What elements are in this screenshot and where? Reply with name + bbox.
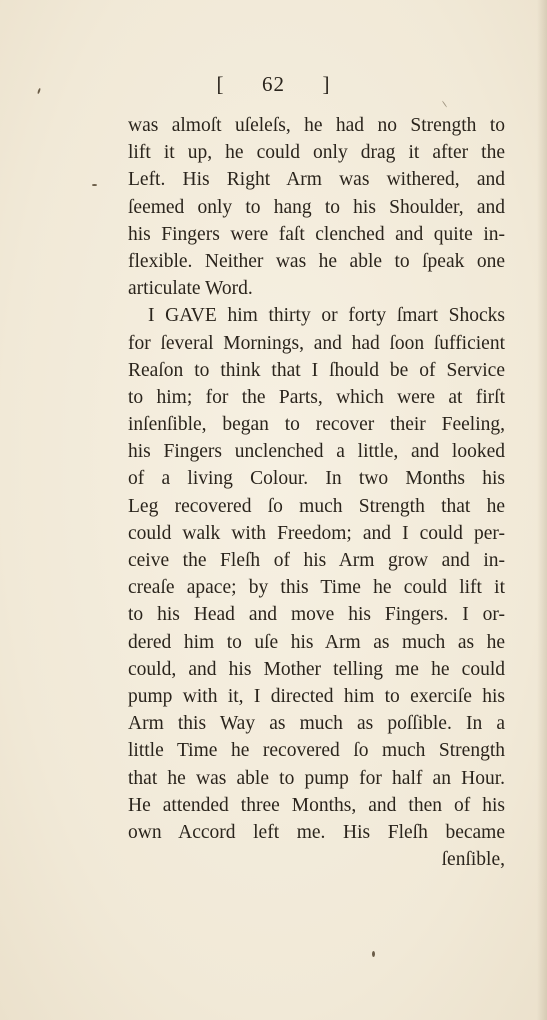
text-line: that he was able to pump for half an Hour.: [128, 767, 505, 789]
text-line: own Accord left me. His Fleſh became: [128, 821, 505, 843]
text-line: lift it up, he could only drag it after the: [128, 142, 505, 164]
ink-speck: [372, 951, 375, 957]
text-line: Leg recovered ſo much Strength that he: [128, 495, 505, 517]
text-line: pump with it, I directed him to exerciſe his: [128, 685, 505, 707]
text-line: for ſeveral Mornings, and had ſoon ſufficient: [128, 332, 505, 354]
page-number: 62: [262, 72, 285, 96]
text-line: his Fingers unclenched a little, and looked: [128, 441, 505, 463]
bracket-close: ]: [322, 72, 331, 96]
text-line: articulate Word.: [128, 278, 253, 300]
text-line: to him; for the Parts, which were at firſt: [128, 386, 505, 408]
text-line: Left. His Right Arm was withered, and: [128, 169, 505, 191]
text-line: He attended three Months, and then of his: [128, 794, 505, 816]
page-edge-shadow: [537, 0, 547, 1020]
text-line: of a living Colour. In two Months his: [128, 468, 505, 490]
text-line: his Fingers were faſt clenched and quite in-: [128, 223, 505, 245]
text-line: ceive the Fleſh of his Arm grow and in-: [128, 550, 505, 571]
text-line: inſenſible, began to recover their Feeling,: [128, 414, 505, 436]
text-line: could, and his Mother telling me he could: [128, 658, 505, 680]
text-line: to his Head and move his Fingers. I or-: [128, 604, 505, 626]
text-line: could walk with Freedom; and I could per-: [128, 522, 505, 544]
text-line: Arm this Way as much as poſſible. In a: [128, 713, 505, 735]
text-line: Reaſon to think that I ſhould be of Service: [128, 359, 505, 381]
text-line: ſeemed only to hang to his Shoulder, and: [128, 196, 505, 218]
text-line: little Time he recovered ſo much Strength: [128, 740, 505, 762]
text-line: creaſe apace; by this Time he could lift it: [128, 577, 505, 599]
text-line: was almoſt uſeleſs, he had no Strength to: [128, 115, 505, 136]
bracket-open: [: [216, 72, 225, 96]
body-text: [128, 112, 505, 873]
catchword: ſenſible,: [441, 849, 505, 871]
page-header: [0, 72, 547, 97]
paragraph-start-line: I GAVE him thirty or forty ſmart Shocks: [148, 305, 505, 327]
text-line: dered him to uſe his Arm as much as he: [128, 631, 505, 653]
ink-speck: [442, 100, 447, 107]
ink-speck: [92, 184, 97, 186]
text-line: flexible. Neither was he able to ſpeak one: [128, 250, 505, 272]
